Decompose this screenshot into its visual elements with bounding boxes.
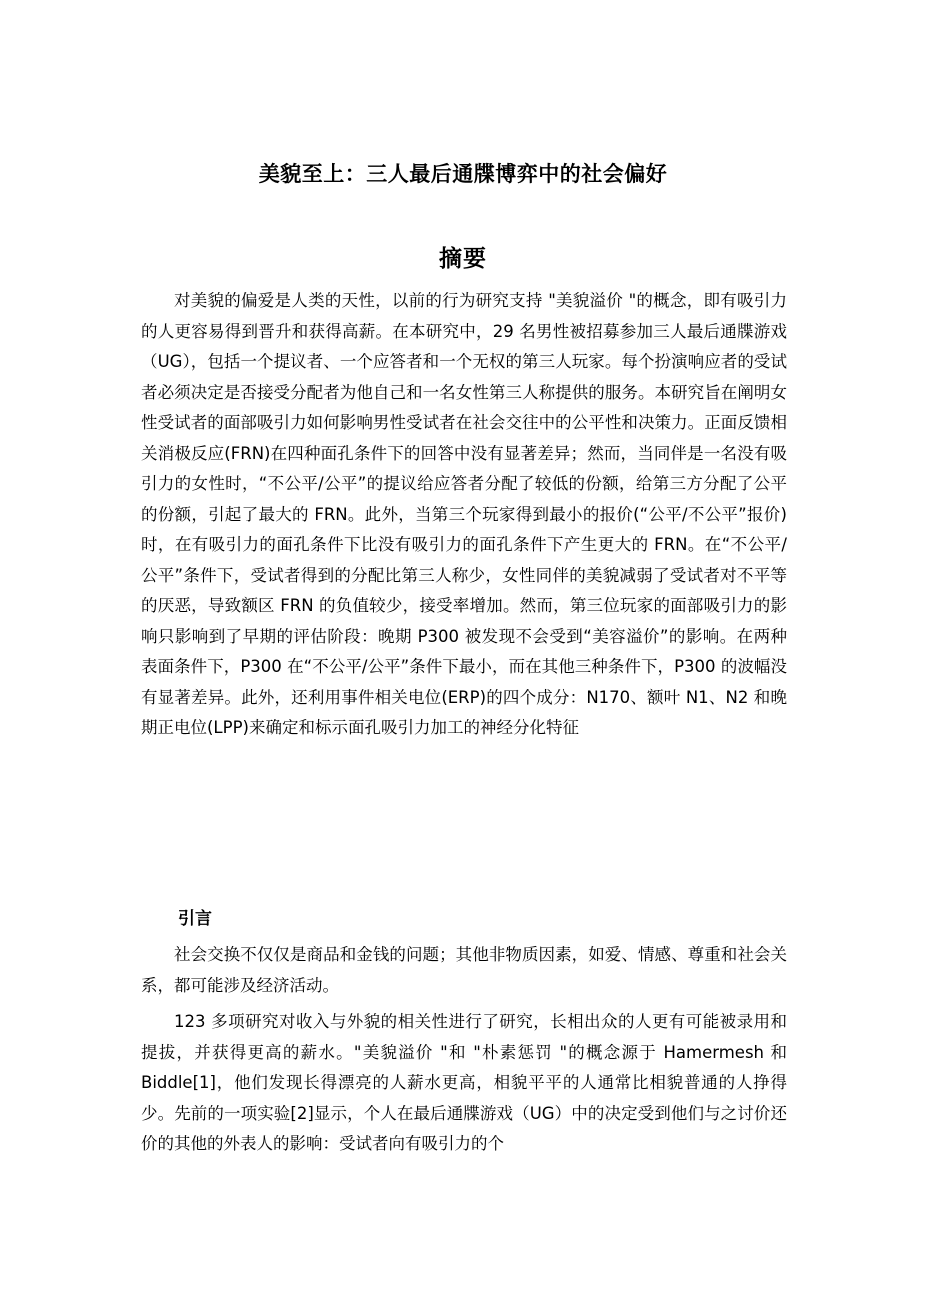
intro-paragraph-1: 社会交换不仅仅是商品和金钱的问题；其他非物质因素，如爱、情感、尊重和社会关系，都可能涉及经济活动。 xyxy=(141,945,787,995)
introduction-section xyxy=(141,940,787,1160)
introduction-heading: 引言 xyxy=(178,909,212,929)
document-title: 美貌至上：三人最后通牒博弈中的社会偏好 xyxy=(258,162,668,186)
intro-paragraph-2: 123 多项研究对收入与外貌的相关性进行了研究，长相出众的人更有可能被录用和提拔，并获得更高的薪水。"美貌溢价 "和 "朴素惩罚 "的概念源于 Hamermesh 和 Biddle[1]，他们发现长得漂亮的人薪水更高，相貌平平的人通常比相貌普通的人挣得少。先前的一项实验[2]显示，个人在最后通牒游戏（UG）中的决定受到他们与之讨价还价的其他的外表人的影响：受试者向有吸引力的个 xyxy=(141,1012,787,1153)
abstract-section xyxy=(141,286,787,744)
abstract-heading: 摘要 xyxy=(439,246,487,272)
abstract-paragraph: 对美貌的偏爱是人类的天性，以前的行为研究支持 "美貌溢价 "的概念，即有吸引力的人更容易得到晋升和获得高薪。在本研究中，29 名男性被招募参加三人最后通牒游戏（UG），包括一个提议者、一个应答者和一个无权的第三人玩家。每个扮演响应者的受试者必须决定是否接受分配者为他自己和一名女性第三人称提供的服务。本研究旨在阐明女性受试者的面部吸引力如何影响男性受试者在社会交往中的公平性和决策力。正面反馈相关消极反应(FRN)在四种面孔条件下的回答中没有显著差异；然而，当同伴是一名没有吸引力的女性时，“不公平/公平”的提议给应答者分配了较低的份额，给第三方分配了公平的份额，引起了最大的 FRN。此外，当第三个玩家得到最小的报价(“公平/不公平”报价)时，在有吸引力的面孔条件下比没有吸引力的面孔条件下产生更大的 FRN。在“不公平/公平”条件下，受试者得到的分配比第三人称少，女性同伴的美貌减弱了受试者对不平等的厌恶，导致额区 FRN 的负值较少，接受率增加。然而，第三位玩家的面部吸引力的影响只影响到了早期的评估阶段：晚期 P300 被发现不会受到“美容溢价”的影响。在两种表面条件下，P300 在“不公平/公平”条件下最小，而在其他三种条件下，P300 的波幅没有显著差异。此外，还利用事件相关电位(ERP)的四个成分：N170、额叶 N1、N2 和晚期正电位(LPP)来确定和标示面孔吸引力加工的神经分化特征 xyxy=(141,291,787,737)
